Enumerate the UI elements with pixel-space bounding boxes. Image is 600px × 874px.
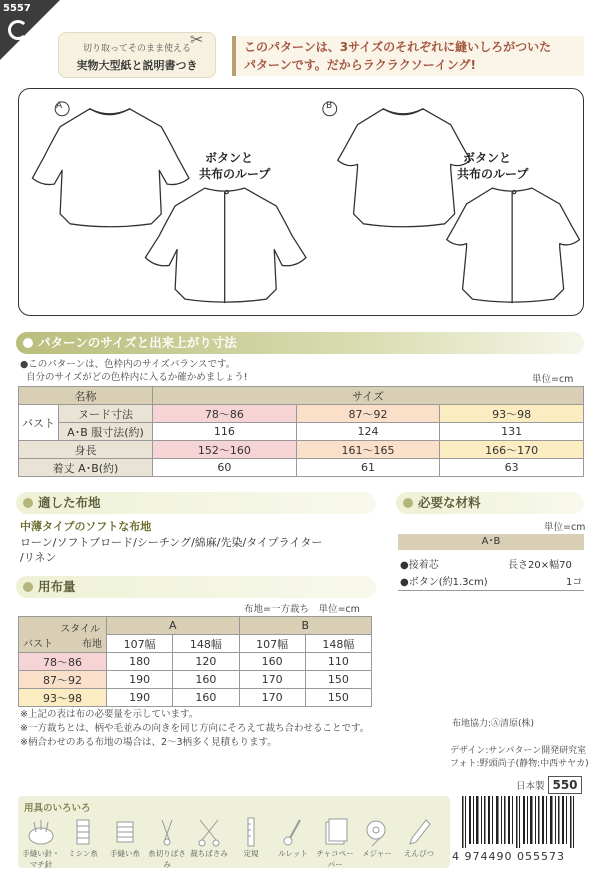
- size-note-1: ●このパターンは、色枠内のサイズバランスです。: [20, 359, 236, 370]
- scissors-icon: ✂: [190, 30, 204, 49]
- badge-small-text: 切り取ってそのまま使える: [82, 44, 191, 54]
- size-unit: 単位=cm: [532, 374, 574, 385]
- size-table: [18, 386, 584, 477]
- size-cell: 93〜98: [19, 689, 107, 707]
- material-value: 1コ: [566, 577, 583, 588]
- head-fabric: 布地: [82, 638, 102, 650]
- cell: 161〜165: [296, 441, 440, 459]
- materials-head: A･B: [398, 534, 584, 550]
- width-head: 148幅: [173, 635, 239, 653]
- cell: 166〜170: [440, 441, 584, 459]
- blouse-b-front: [338, 109, 471, 227]
- pattern-code: 5557: [3, 3, 31, 14]
- button-loop-label-a-2: 共布のループ: [199, 167, 271, 181]
- fabric-coop-credit: 布地協力:Ⓐ清原(株): [452, 719, 535, 729]
- cell: 110: [305, 653, 371, 671]
- tool-label: えんぴつ: [404, 849, 434, 858]
- style-a-head: A: [107, 617, 240, 635]
- head-bust: バスト: [23, 638, 53, 650]
- cell: 160: [239, 653, 305, 671]
- tool-label: メジャー: [362, 849, 392, 858]
- yardage-note: ※柄合わせのある布地の場合は、2〜3柄多く見積もります。: [20, 737, 277, 748]
- barcode-bars: [456, 796, 584, 848]
- label-b: B: [326, 101, 333, 111]
- tagline-line-2: パターンです。だからラクラクソーイング!: [244, 58, 477, 72]
- tool-item: [64, 816, 102, 870]
- tool-label: チャコペーパー: [316, 849, 354, 869]
- style-b-head: B: [239, 617, 372, 635]
- width-head: 107幅: [239, 635, 305, 653]
- design-credit: デザイン:サンパターン開発研究室: [450, 746, 587, 756]
- cell: 124: [296, 423, 440, 441]
- cell: 180: [107, 653, 173, 671]
- corner-labels: [19, 635, 106, 650]
- cell: 63: [440, 459, 584, 477]
- fabric-sub: 中薄タイプのソフトな布地: [20, 520, 152, 533]
- yardage-note: ※上記の表は布の必要量を示しています。: [20, 709, 199, 720]
- width-head: 148幅: [305, 635, 371, 653]
- button-loop-label-b-1: ボタンと: [463, 151, 512, 165]
- materials-section-header: [396, 492, 584, 514]
- tool-item: [22, 816, 60, 870]
- yardage-table: [18, 616, 372, 707]
- label-a: A: [56, 101, 63, 111]
- garment-illustration: [18, 88, 584, 316]
- button-loop-label-b-2: 共布のループ: [457, 167, 529, 181]
- tools-title: 用具のいろいろ: [24, 803, 91, 814]
- material-name: ●ボタン(約1.3cm): [400, 577, 488, 588]
- made-in-label: 日本製: [516, 781, 545, 792]
- yardage-section-header: [16, 576, 376, 598]
- fabric-section-header: [16, 492, 376, 514]
- tool-item: [316, 816, 354, 870]
- photo-credit: フォト:野頭尚子(静物:中西サヤカ): [450, 759, 589, 769]
- bust-label: バスト: [19, 405, 59, 441]
- cell: 150: [305, 689, 371, 707]
- materials-section-title: 必要な材料: [418, 495, 481, 510]
- blouse-a-front: [32, 109, 189, 227]
- cell: 116: [153, 423, 297, 441]
- row-label: ヌード寸法: [59, 405, 153, 423]
- garment-drawings: [19, 89, 583, 315]
- cell: 131: [440, 423, 584, 441]
- size-head-size: サイズ: [153, 387, 584, 405]
- blouse-a-back: [145, 188, 306, 303]
- materials-unit: 単位=cm: [544, 522, 586, 533]
- tool-label: ミシン糸: [68, 849, 98, 858]
- tool-item: [148, 816, 186, 870]
- tool-item: [106, 816, 144, 870]
- button-loop-label-a-1: ボタンと: [205, 151, 254, 165]
- cell: 170: [239, 689, 305, 707]
- size-note-2: 自分のサイズがどの色枠内に入るか確かめましょう!: [26, 372, 248, 383]
- tracing-wheel-icon: [278, 816, 308, 848]
- width-head: 107幅: [107, 635, 173, 653]
- cell: 150: [305, 671, 371, 689]
- ruler-icon: [236, 816, 266, 848]
- cell: 78〜86: [153, 405, 297, 423]
- tool-item: [400, 816, 438, 870]
- tool-item: [190, 816, 228, 870]
- cell: 160: [173, 671, 239, 689]
- fabric-scissors-icon: [194, 816, 224, 848]
- cell: 190: [107, 689, 173, 707]
- tool-label: 定規: [243, 849, 259, 858]
- cell: 61: [296, 459, 440, 477]
- materials-divider: [398, 590, 584, 591]
- cell: 190: [107, 671, 173, 689]
- cell: 120: [173, 653, 239, 671]
- thread-scissors-icon: [152, 816, 182, 848]
- tool-label: ルレット: [278, 849, 308, 858]
- tool-label: 手縫い糸: [110, 849, 140, 858]
- hand-thread-icon: [110, 816, 140, 848]
- row-label: A･B 服寸法(約): [59, 423, 153, 441]
- barcode: [456, 796, 584, 848]
- pincushion-icon: [26, 816, 56, 848]
- material-name: ●接着芯: [400, 560, 439, 571]
- tool-item: [232, 816, 270, 870]
- tools-panel: [18, 796, 450, 868]
- cell: 152〜160: [153, 441, 297, 459]
- fabric-section-title: 適した布地: [38, 495, 101, 510]
- row-label: 身長: [19, 441, 153, 459]
- brand-logo-icon: [8, 20, 28, 40]
- pencil-icon: [404, 816, 434, 848]
- price-box: 550: [548, 776, 582, 794]
- yardage-corner: [19, 617, 107, 653]
- yardage-unit-note: 布地=一方裁ち 単位=cm: [244, 604, 360, 615]
- cell: 60: [153, 459, 297, 477]
- size-cell: 87〜92: [19, 671, 107, 689]
- yardage-note: ※一方裁ちとは、柄や毛並みの向きを同じ方向にそろえて裁ち合わせることです。: [20, 723, 370, 734]
- tool-item: [274, 816, 312, 870]
- badge-large-text: 実物大型紙と説明書つき: [76, 59, 198, 72]
- tagline-line-1: このパターンは、3サイズのそれぞれに縫いしろがついた: [244, 40, 552, 54]
- row-label: 着丈 A･B(約): [19, 459, 153, 477]
- tool-label: 手縫い針・マチ針: [22, 849, 60, 869]
- tool-label: 裁ちばさみ: [190, 849, 228, 858]
- cell: 87〜92: [296, 405, 440, 423]
- size-section-title: パターンのサイズと出来上がり寸法: [38, 335, 237, 350]
- tool-label: 糸切りばさみ: [148, 849, 186, 869]
- yardage-section-title: 用布量: [38, 579, 76, 594]
- chalk-paper-icon: [320, 816, 350, 848]
- barcode-number: 4 974490 055573: [452, 850, 565, 863]
- size-head-name: 名称: [19, 387, 153, 405]
- fabric-line-2: /リネン: [20, 551, 57, 564]
- cell: 93〜98: [440, 405, 584, 423]
- tool-item: [358, 816, 396, 870]
- cell: 160: [173, 689, 239, 707]
- head-style: スタイル: [60, 623, 100, 635]
- machine-thread-icon: [68, 816, 98, 848]
- fabric-line-1: ローン/ソフトブロード/シーチング/綿麻/先染/タイプライター: [20, 536, 323, 549]
- size-section-header: [16, 332, 584, 354]
- tools-row: [22, 816, 438, 870]
- blouse-b-back: [447, 188, 580, 303]
- material-value: 長さ20×幅70: [508, 560, 572, 571]
- tagline-box: [232, 36, 584, 76]
- tape-measure-icon: [362, 816, 392, 848]
- size-cell: 78〜86: [19, 653, 107, 671]
- cell: 170: [239, 671, 305, 689]
